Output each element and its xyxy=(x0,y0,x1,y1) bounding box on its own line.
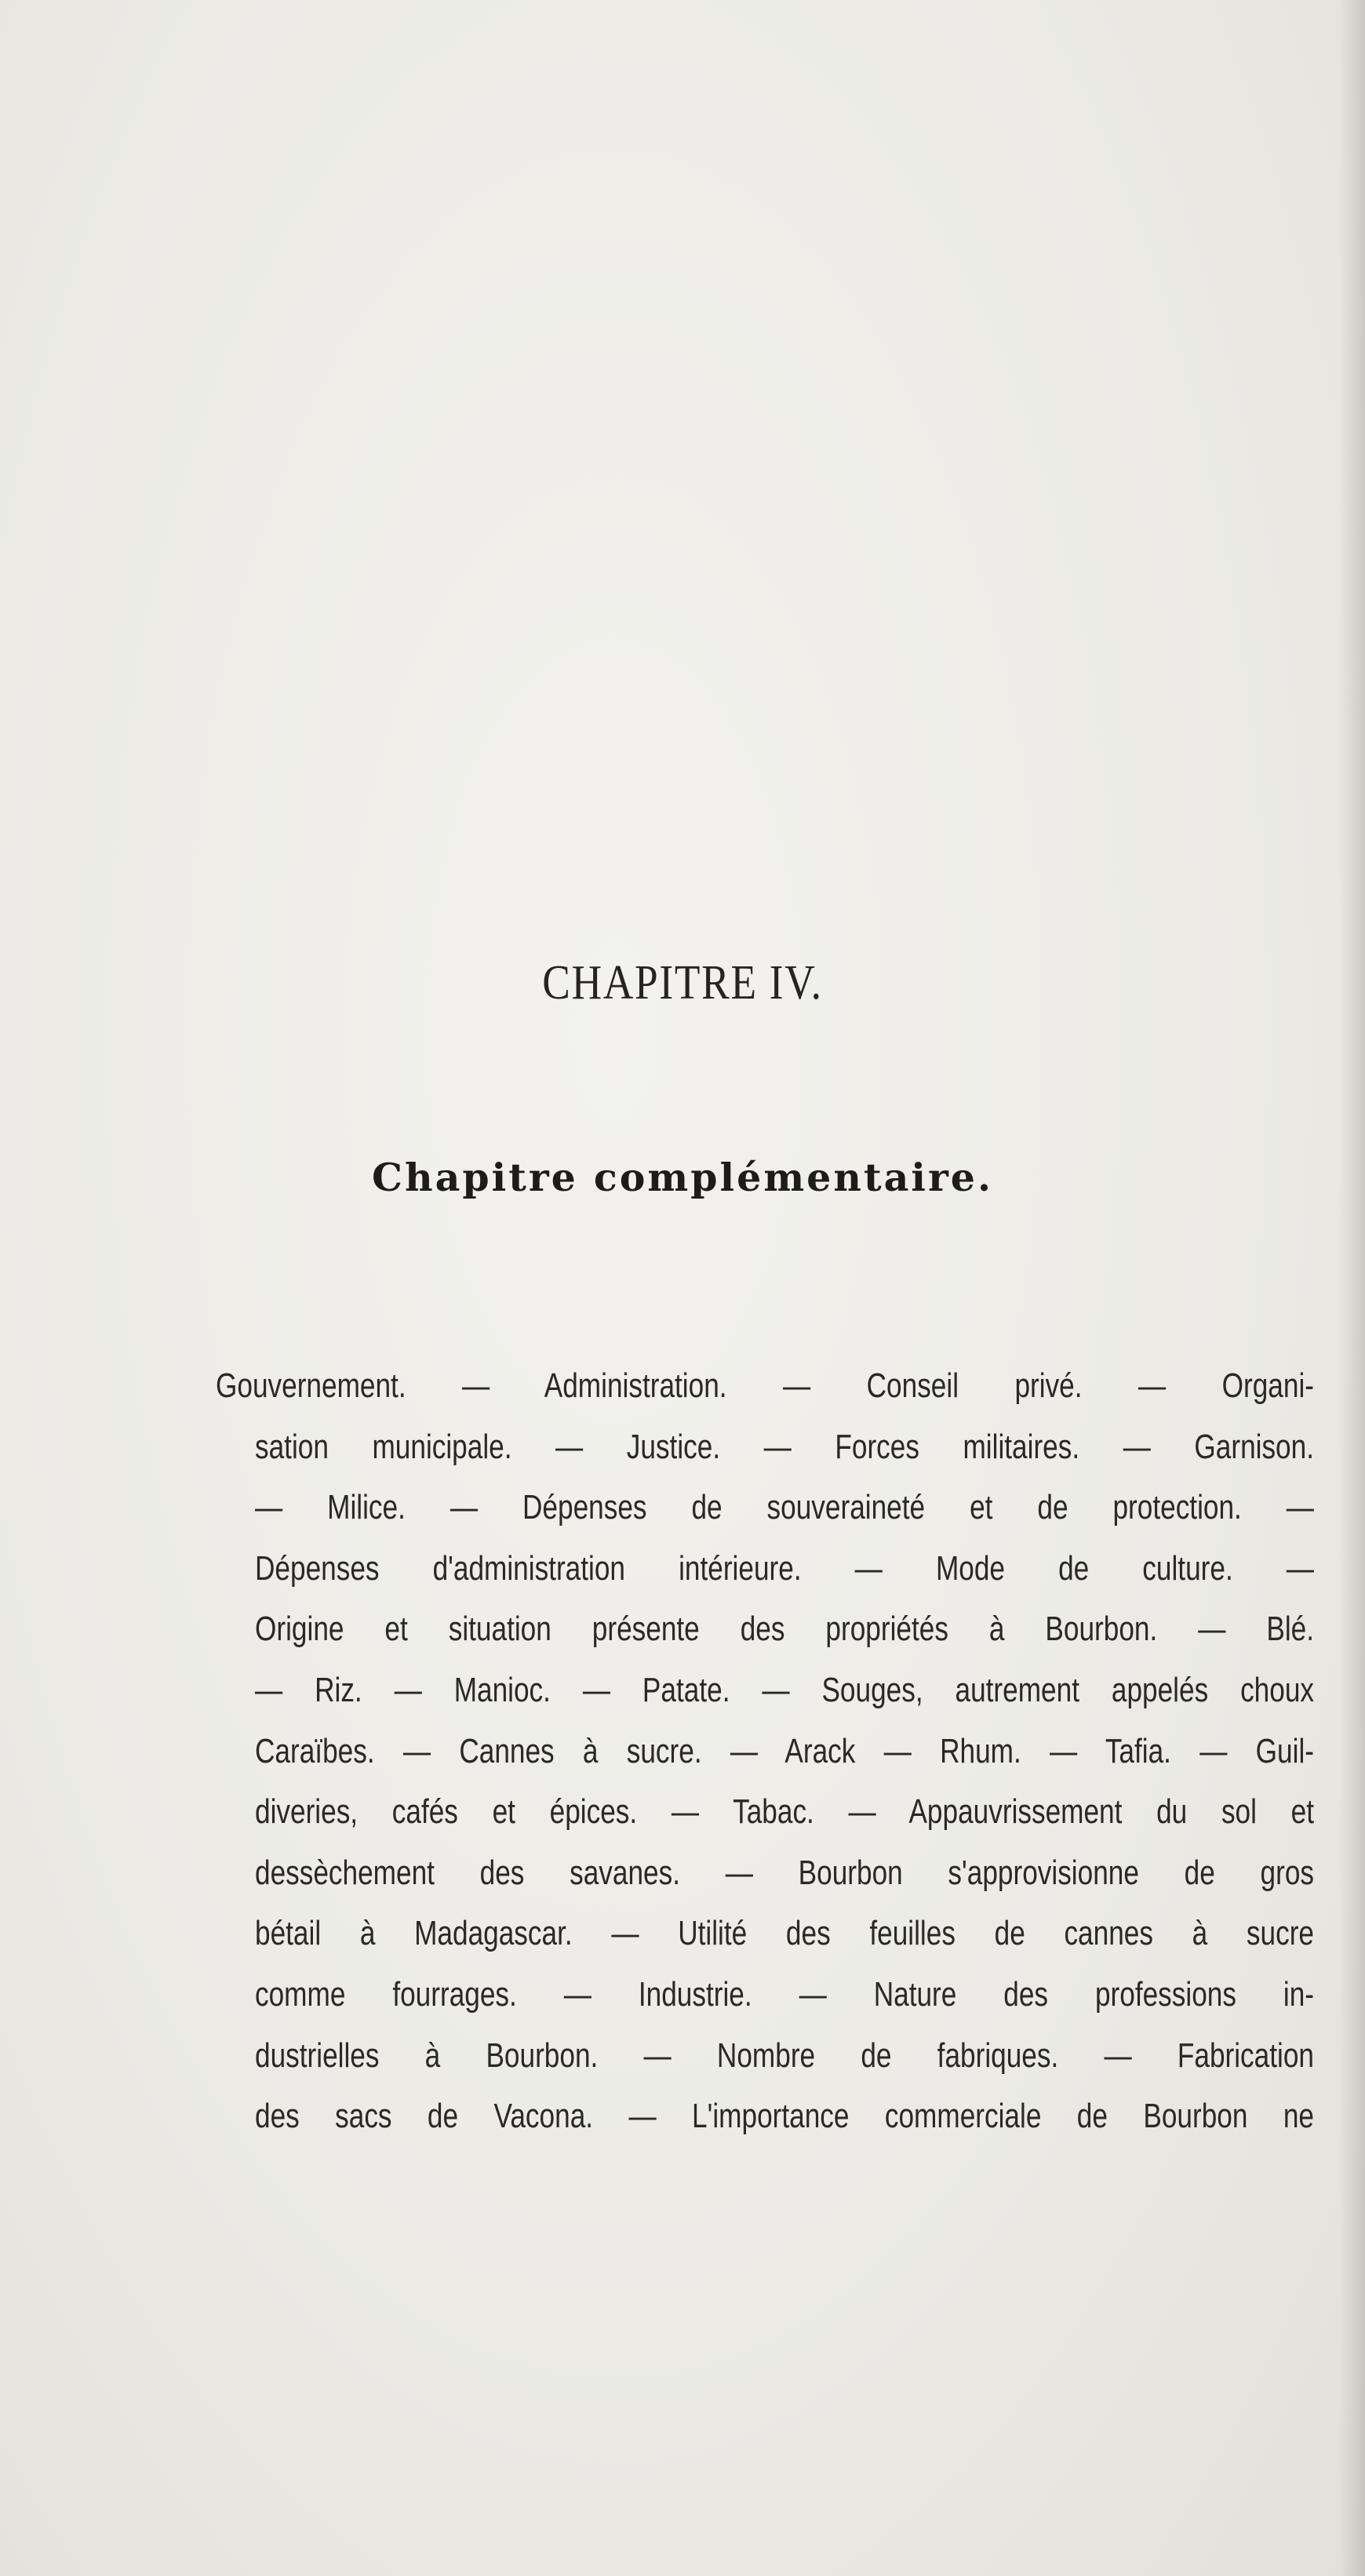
summary-line: dustrielles à Bourbon. — Nombre de fabriques. — Fabrication xyxy=(255,2036,1314,2075)
summary-line: sation municipale. — Justice. — Forces militaires. — Garnison. xyxy=(255,1427,1314,1466)
summary-line: Caraïbes. — Cannes à sucre. — Arack — Rhum. — Tafia. — Guil- xyxy=(255,1731,1314,1770)
summary-line: des sacs de Vacona. — L'importance commerciale de Bourbon ne xyxy=(255,2097,1314,2136)
summary-line: Dépenses d'administration intérieure. — Mode de culture. — xyxy=(255,1548,1314,1588)
summary-line: comme fourrages. — Industrie. — Nature des professions in- xyxy=(255,1974,1314,2014)
chapter-subtitle: Chapitre complémentaire. xyxy=(371,1155,994,1200)
chapter-summary xyxy=(216,1355,1314,2147)
summary-line: Origine et situation présente des propriétés à Bourbon. — Blé. xyxy=(255,1610,1314,1649)
chapter-title: CHAPITRE IV. xyxy=(542,956,823,1010)
summary-line: — Riz. — Manioc. — Patate. — Souges, autrement appelés choux xyxy=(255,1670,1314,1709)
summary-line: dessèchement des savanes. — Bourbon s'approvisionne de gros xyxy=(255,1853,1314,1892)
summary-line: bétail à Madagascar. — Utilité des feuilles de cannes à sucre xyxy=(255,1914,1314,1953)
summary-line: — Milice. — Dépenses de souveraineté et de protection. — xyxy=(255,1488,1314,1527)
summary-line: Gouvernement. — Administration. — Conseil privé. — Organi- xyxy=(216,1366,1314,1405)
summary-line: diveries, cafés et épices. — Tabac. — Appauvrissement du sol et xyxy=(255,1792,1314,1832)
